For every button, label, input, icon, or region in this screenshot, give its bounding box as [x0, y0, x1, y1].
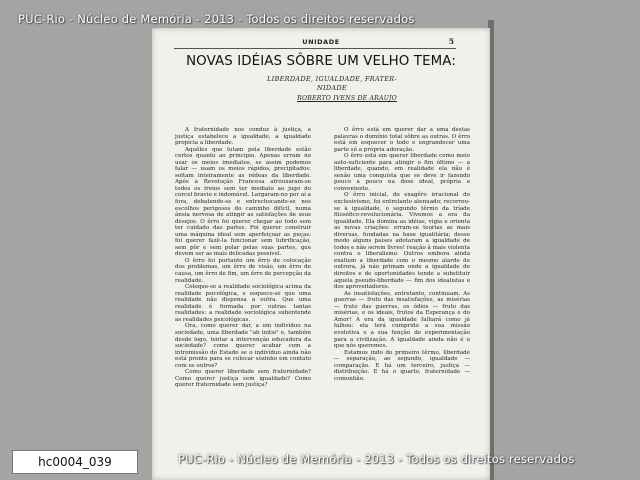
running-head: UNIDADE [302, 38, 340, 46]
paragraph: As insatisfações, entretanto, continuam. As guerras — fruto das insatisfações, as misérias — fruto das guerras, os ódios — fruto das misérias, e os ideais, frutos da Esperança e do Amor! A era da igualdade falhará como já falhou: ela terá cumprido a sua missão evolutiva e a sua função de experimentação para a civilização. A igualdade ainda não é o que nós queremos. [334, 290, 470, 350]
article-title: NOVAS IDÉIAS SÔBRE UM VELHO TEMA: [186, 54, 456, 69]
paragraph: A fraternidade nos conduz à justiça, a justiça estabelece a igualdade, a igualdade propicia a liberdade. [175, 127, 311, 147]
watermark-bottom: PUC-Rio - Núcleo de Memória - 2013 - Todos os direitos reservados [178, 452, 575, 466]
document-page [152, 28, 490, 480]
subtitle-line: LIBERDADE, IGUALDADE, FRATER- [267, 75, 397, 83]
paragraph: Estamos indo do primeiro têrmo, liberdade — separação, ao segundo, igualdade — comparação. E há um terceiro, justiça — distribuição. E há o quarto, fraternidade — comunhão. [334, 349, 470, 382]
paragraph: Como querer liberdade sem fraternidade? Como querer justiça sem igualdade? Como querer fraternidade sem justiça? [175, 369, 311, 389]
header-rule [174, 48, 456, 49]
left-column [175, 127, 311, 389]
watermark-top: PUC-Rio - Núcleo de Memória - 2013 - Todos os direitos reservados [18, 12, 415, 26]
paragraph: O êrro foi portanto um êrro de colocação dos problemas, um êrro de visão, um êrro de causa, um êrro de fim, um êrro de percepção da realidade. [175, 257, 311, 284]
paragraph: Aquêles que lutam pela liberdade estão certos quanto ao principio. Apenas erram no usar os meios imediatos, se assim podemos falar — usam os meios rápidos, precipitados: soltam inteiramente as rédeas da liberdade. Após a Revolução Francesa afrouxaram-se todos os freios sem ter mediato ao jugo do corcel bravio e indomável. Largaram-no por aí a fora, debatendo-se e entrechocando-se nos escolhos perigosos do caminho difícil, numa ânsia nervosa de atingir as satisfações de seus desejos. O êrro foi querer chegar ao todo sem ter cuidado das partes. Foi querer construir uma máquina ideal sem aperfeiçoar as peças; foi querer fazê-la funcionar sem lubrificação, sem pôr e sem polar pelas suas partes, que devem ser as mais delicadas possível. [175, 146, 311, 258]
subtitle-line: NIDADE [317, 84, 347, 92]
article-author: ROBERTO IVENS DE ARAUJO [297, 95, 397, 102]
paragraph: O êrro inicial, do exagêro irracional do exclusivismo, foi entretanto atenuado: recorreu-se à igualdade, o segundo têrmo da tríade filosófico-revolucionária. Vivemos a era da igualdade. Ela domina as idéias, vigia e orienta as novas criações: erram-se teorias as mais diversas, fundadas na base igualitária; desse modo alguns países adotaram a igualdade de todos e não serem livres! reação à mais violenta contra o liberalismo. Outros embora ainda exaltem a liberdade com o mesmo alarde de outrora, já não primam onde a igualdade de direitos e de oportunidades tende a substituir aquela pseudo-liberdade — fim dos idealistas e dos aproveitadores. [334, 192, 470, 291]
paragraph: O êrro está em querer liberdade como meio auto-suficiente para atingir o fim último — a liberdade, quando, em realidade ela não é senão uma conquista que se deve ir fazendo pouco a pouco na dose ideal, própria e conveniente. [334, 153, 470, 192]
right-column [334, 127, 470, 382]
paragraph: O êrro está em querer dar a uma destas palavras o domínio total sôbre as outras. O êrro está em esquecer o todo e engrandecer uma parte só a própria adoração. [334, 127, 470, 153]
page-number: 5 [448, 37, 454, 46]
paragraph: Coloque-se a realidade sociológica acima da realidade psicológica, e esquece-se que uma realidade não dispensa a outra. Que uma realidade é formada por outras tantas realidades: a realidade sociológica subentende as realidades psicológicas. [175, 284, 311, 323]
paragraph: Ora, como querer dar, a um indivíduo na sociedade, uma liberdade "ab initio" e, também desde logo, tentar a intervenção educadora da sociedade? como querer acabar com a intromissão do Estado se o indivíduo ainda não está pronto para se colocar sòzinho em contato com os outros? [175, 323, 311, 369]
article-subtitle [252, 75, 412, 93]
document-id-label: hc0004_039 [12, 450, 138, 474]
